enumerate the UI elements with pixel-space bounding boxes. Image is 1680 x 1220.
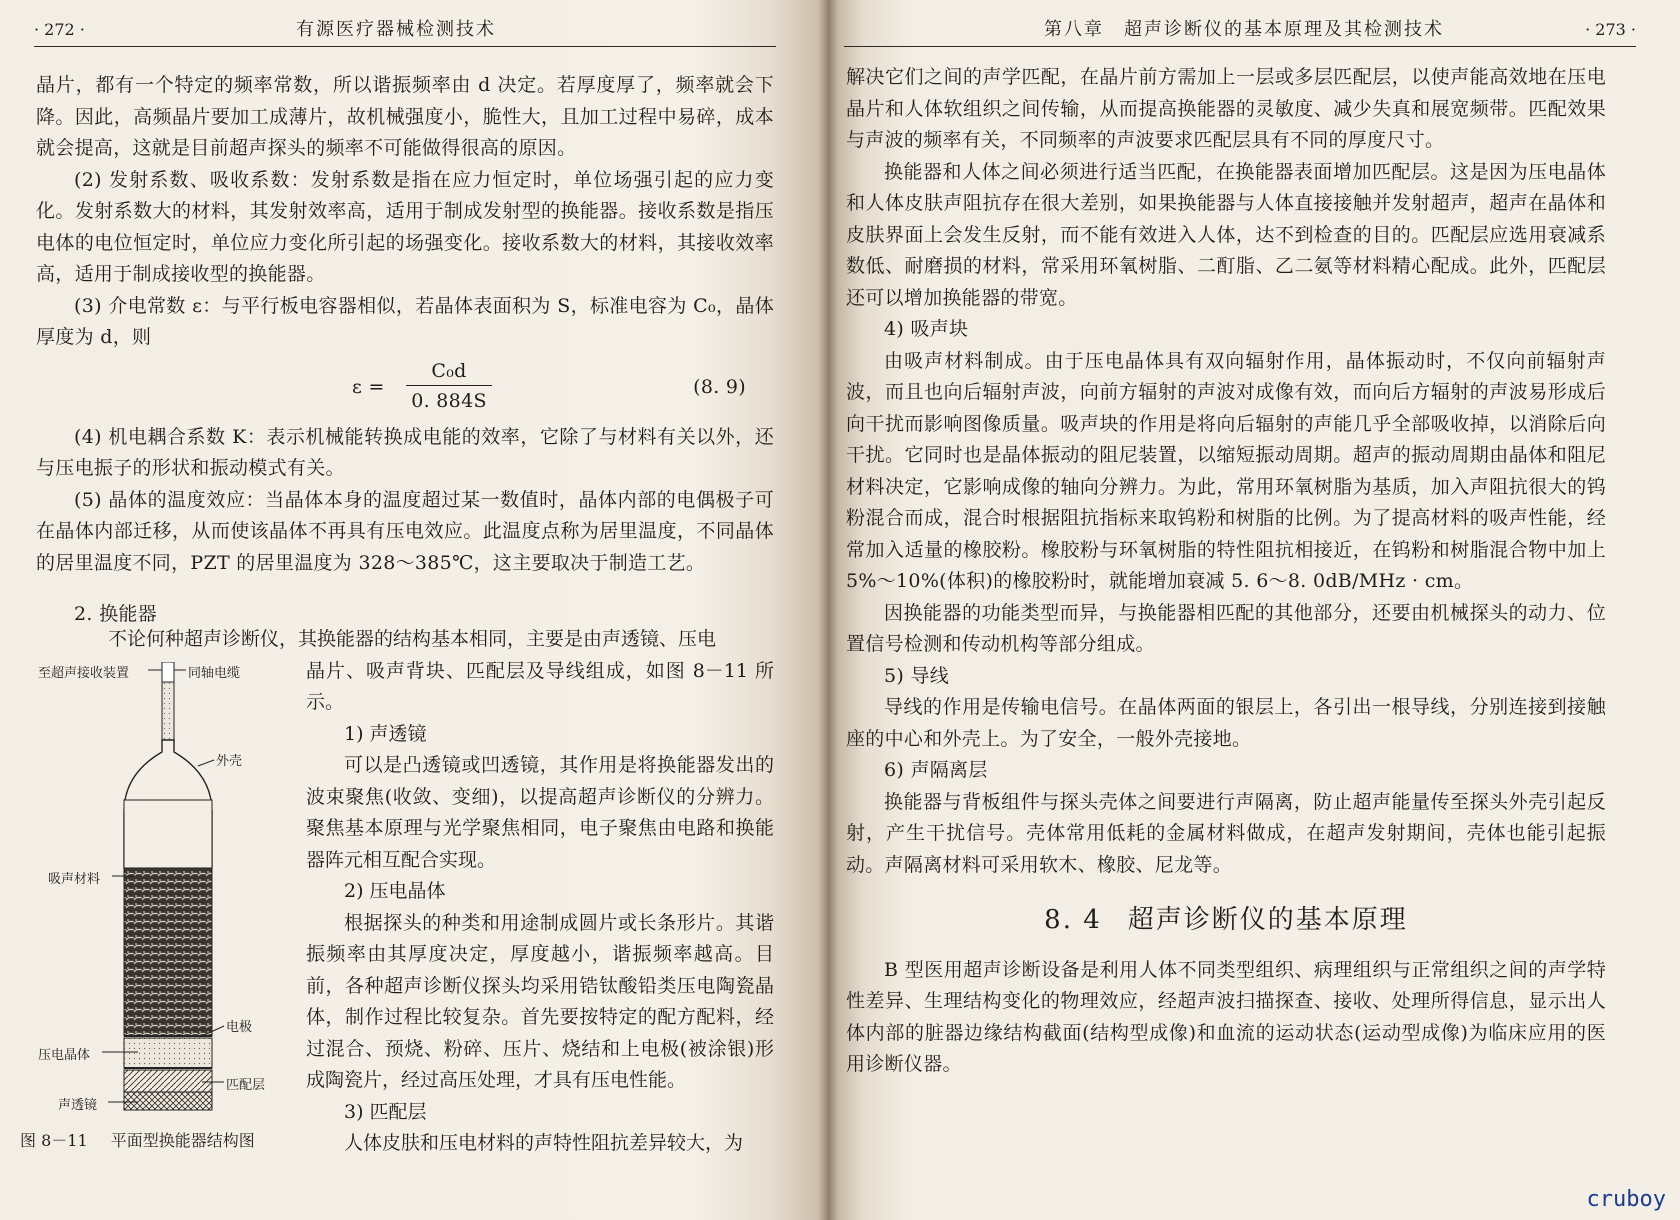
section-2-heading: 2. 换能器 bbox=[74, 603, 157, 625]
equation-denominator: 0. 884S bbox=[411, 389, 487, 412]
left-paragraph-5: (5) 晶体的温度效应：当晶体本身的温度超过某一数值时，晶体内部的电偶极子可在晶体内部迁移，从而使该晶体不再具有压电效应。此温度点称为居里温度，不同晶体的居里温度不同，PZT 的居里温度为 328～385℃，这主要取决于制造工艺。 bbox=[36, 488, 774, 574]
left-running-title: 有源医疗器械检测技术 bbox=[296, 19, 496, 40]
coaxial-cable bbox=[162, 682, 174, 740]
label-absorber: 吸声材料 bbox=[48, 872, 101, 887]
leader-shell bbox=[198, 760, 214, 766]
label-electrode: 电极 bbox=[226, 1020, 253, 1035]
cable-top bbox=[162, 662, 174, 682]
left-body-top bbox=[36, 70, 774, 631]
left-paragraph-6a: 不论何种超声诊断仪，其换能器的结构基本相同，主要是由声透镜、压电 bbox=[108, 628, 717, 650]
fraction-bar bbox=[406, 385, 492, 386]
section-title: 超声诊断仪的基本原理 bbox=[1127, 905, 1408, 935]
section-number: 8. 4 bbox=[1044, 905, 1102, 935]
left-paragraph-2: (2) 发射系数、吸收系数：发射系数是指在应力恒定时，单位场强引起的应力变化。发射系数大的材料，其发射效率高，适用于制成发射型的换能器。接收系数是指压电体的电位恒定时，单位应力变化所引起的场强变化。接收系数大的材料，其接收效率高，适用于制成接收型的换能器。 bbox=[36, 168, 774, 285]
equation-fraction bbox=[406, 358, 492, 414]
subsection-matching-text: 人体皮肤和压电材料的声特性阻抗差异较大，为 bbox=[344, 1132, 744, 1154]
label-lens: 声透镜 bbox=[58, 1098, 98, 1113]
equation-lhs: ε = bbox=[352, 375, 385, 398]
figure-caption bbox=[20, 1128, 273, 1151]
equation-8-9 bbox=[36, 358, 774, 416]
left-paragraph-1: 晶片，都有一个特定的频率常数，所以谐振频率由 d 决定。若厚度厚了，频率就会下降。因此，高频晶片要加工成薄片，故机械强度小，脆性大，且加工过程中易碎，成本就会提高，这就是目前超声探头的频率不可能做得很高的原因。 bbox=[36, 74, 774, 159]
subsection-wire-heading: 5) 导线 bbox=[884, 664, 950, 687]
label-coaxial-cable: 同轴电缆 bbox=[188, 666, 241, 681]
matching-layer bbox=[124, 1070, 212, 1092]
right-paragraph-1: 解决它们之间的声学匹配，在晶片前方需加上一层或多层匹配层，以使声能高效地在压电晶片和人体软组织之间传输，从而提高换能器的灵敏度、减少失真和展宽频带。匹配效果与声波的频率有关，不同频率的声波要求匹配层具有不同的厚度尺寸。 bbox=[846, 66, 1606, 151]
right-paragraph-2: 换能器和人体之间必须进行适当匹配，在换能器表面增加匹配层。这是因为压电晶体和人体皮肤声阻抗存在很大差别，如果换能器与人体直接接触并发射超声，超声在晶体和皮肤界面上会发生反射，而不能有效进入人体，达不到检查的目的。匹配层应选用衰减系数低、耐磨损的材料，常采用环氧树脂、二酊脂、乙二氨等材料精心配成。此外，匹配层还可以增加换能器的带宽。 bbox=[846, 160, 1606, 309]
book-gutter bbox=[818, 0, 838, 1220]
subsection-wire-text: 导线的作用是传输电信号。在晶体两面的银层上，各引出一根导线，分别连接到接触座的中心和外壳上。为了安全，一般外壳接地。 bbox=[846, 696, 1606, 750]
right-paragraph-4: B 型医用超声诊断设备是利用人体不同类型组织、病理组织与正常组织之间的声学特性差异、生理结构变化的物理效应，经超声波扫描探查、接收、处理所得信息，显示出人体内部的脏器边缘结构截面(结构型成像)和血流的运动状态(运动型成像)为临床应用的医用诊断仪器。 bbox=[846, 958, 1606, 1075]
absorber-block bbox=[124, 868, 212, 1036]
caption-number: 图 8－11 bbox=[20, 1131, 88, 1150]
subsection-crystal-heading: 2) 压电晶体 bbox=[344, 880, 446, 902]
right-body bbox=[846, 62, 1606, 1081]
subsection-lens-heading: 1) 声透镜 bbox=[344, 722, 427, 745]
equation-numerator: C₀d bbox=[431, 359, 467, 382]
caption-text: 平面型换能器结构图 bbox=[110, 1131, 255, 1150]
label-output: 至超声接收装置 bbox=[38, 666, 130, 681]
piezo-crystal bbox=[124, 1038, 212, 1068]
right-page-header bbox=[844, 14, 1636, 47]
left-paragraph-3: (3) 介电常数 ε：与平行板电容器相似，若晶体表面积为 S，标准电容为 C₀，晶体厚度为 d，则 bbox=[36, 294, 774, 348]
right-page bbox=[828, 0, 1680, 1220]
equation-number: (8. 9) bbox=[693, 375, 746, 398]
label-crystal: 压电晶体 bbox=[38, 1048, 91, 1063]
subsection-absorber-text: 由吸声材料制成。由于压电晶体具有双向辐射作用，晶体振动时，不仅向前辐射声波，而且也向后辐射声波，向前方辐射的声波对成像有效，而向后方辐射的声波易形成后向干扰而影响图像质量。吸声块的作用是将向后辐射的声能几乎全部吸收掉，以消除后向干扰。它同时也是晶体振动的阻尼装置，以缩短振动周期。超声的振动周期由晶体和阻尼材料决定，它影响成像的轴向分辨力。为此，常用环氧树脂为基质，加入声阻抗很大的钨粉混合而成，混合时根据阻抗指标来取钨粉和树脂的比例。为了提高材料的吸声性能，经常加入适量的橡胶粉。橡胶粉与环氧树脂的特性阻抗相接近，在钨粉和树脂混合物中加上 5%～10%(体积)的橡胶粉时，就能增加衰减 5. 6～8. 0dB/MHz · cm。 bbox=[846, 349, 1606, 592]
subsection-isolation-heading: 6) 声隔离层 bbox=[884, 759, 988, 781]
subsection-crystal-text: 根据探头的种类和用途制成圆片或长条形片。其谐振频率由其厚度决定，厚度越小，谐振频率越高。目前，各种超声诊断仪探头均采用锆钛酸铅类压电陶瓷晶体，制作过程比较复杂。首先要按特定的配方配料，经过混合、预烧、粉碎、压片、烧结和上电极(被涂银)形成陶瓷片，经过高压处理，才具有压电性能。 bbox=[306, 911, 774, 1091]
right-page-number: · 273 · bbox=[1585, 20, 1636, 39]
subsection-isolation-text: 换能器与背板组件与探头壳体之间要进行声隔离，防止超声能量传至探头外壳引起反射，产生干扰信号。壳体常用低耗的金属材料做成，在超声发射期间，壳体也能引起振动。声隔离材料可采用软木、橡胶、尼龙等。 bbox=[846, 790, 1606, 876]
figure-8-11 bbox=[38, 662, 298, 1162]
left-page-number: · 272 · bbox=[34, 20, 85, 39]
label-matching: 匹配层 bbox=[226, 1078, 266, 1093]
section-8-4-heading bbox=[846, 905, 1606, 937]
left-page bbox=[0, 0, 828, 1220]
left-paragraph-6b: 晶片、吸声背块、匹配层及导线组成，如图 8－11 所示。 bbox=[306, 659, 774, 713]
subsection-matching-heading: 3) 匹配层 bbox=[344, 1100, 427, 1123]
subsection-lens-text: 可以是凸透镜或凹透镜，其作用是将换能器发出的波束聚焦(收敛、变细)，以提高超声诊断仪的分辨力。聚焦基本原理与光学聚焦相同，电子聚焦由电路和换能器阵元相互配合实现。 bbox=[306, 754, 774, 871]
right-paragraph-3: 因换能器的功能类型而异，与换能器相匹配的其他部分，还要由机械探头的动力、位置信号检测和传动机构等部分组成。 bbox=[846, 601, 1606, 655]
watermark: cruboy bbox=[1586, 1187, 1666, 1212]
subsection-absorber-heading: 4) 吸声块 bbox=[884, 318, 969, 340]
right-running-title: 第八章 超声诊断仪的基本原理及其检测技术 bbox=[1044, 19, 1444, 40]
acoustic-lens bbox=[124, 1092, 212, 1110]
left-page-header bbox=[34, 14, 776, 47]
shell-body bbox=[124, 800, 212, 868]
label-shell: 外壳 bbox=[216, 754, 243, 769]
left-paragraph-4: (4) 机电耦合系数 K：表示机械能转换成电能的效率，它除了与材料有关以外，还与压电振子的形状和振动模式有关。 bbox=[36, 425, 774, 479]
